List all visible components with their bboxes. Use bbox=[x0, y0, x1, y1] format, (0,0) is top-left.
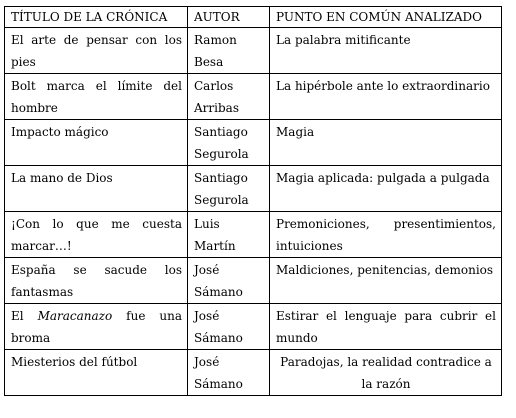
cell-author: José Sámano bbox=[188, 350, 270, 396]
cell-title: La mano de Dios bbox=[5, 166, 188, 212]
cell-title bbox=[5, 304, 188, 350]
cell-author: José Sámano bbox=[188, 258, 270, 304]
chronicles-table bbox=[4, 6, 502, 396]
table-row bbox=[5, 350, 502, 396]
cell-common-point: Magia bbox=[270, 120, 502, 166]
table-row bbox=[5, 28, 502, 74]
cell-author: José Sámano bbox=[188, 304, 270, 350]
table-row bbox=[5, 304, 502, 350]
cell-author: Santiago Segurola bbox=[188, 166, 270, 212]
table-row bbox=[5, 166, 502, 212]
cell-common-point: La hipérbole ante lo extraordinario bbox=[270, 74, 502, 120]
cell-title: ¡Con lo que me cuesta marcar…! bbox=[5, 212, 188, 258]
title-part: El bbox=[11, 309, 38, 323]
header-title: TÍTULO DE LA CRÓNICA bbox=[5, 7, 188, 28]
cell-title: España se sacude los fantasmas bbox=[5, 258, 188, 304]
cell-common-point: Premoniciones, presentimientos, intuiciones bbox=[270, 212, 502, 258]
cell-common-point: Estirar el lenguaje para cubrir el mundo bbox=[270, 304, 502, 350]
cell-common-point: Maldiciones, penitencias, demonios bbox=[270, 258, 502, 304]
header-row bbox=[5, 7, 502, 28]
table-row bbox=[5, 212, 502, 258]
header-author: AUTOR bbox=[188, 7, 270, 28]
title-italic-part: Maracanazo bbox=[37, 309, 113, 323]
cell-title: El arte de pensar con los pies bbox=[5, 28, 188, 74]
cell-title: Miesterios del fútbol bbox=[5, 350, 188, 396]
cell-common-point: Magia aplicada: pulgada a pulgada bbox=[270, 166, 502, 212]
cell-title: Impacto mágico bbox=[5, 120, 188, 166]
title-part: fue una broma bbox=[11, 309, 182, 345]
header-common-point: PUNTO EN COMÚN ANALIZADO bbox=[270, 7, 502, 28]
cell-common-point: Paradojas, la realidad contradice a la razón bbox=[270, 350, 502, 396]
table-row bbox=[5, 74, 502, 120]
cell-author: Carlos Arribas bbox=[188, 74, 270, 120]
cell-author: Santiago Segurola bbox=[188, 120, 270, 166]
table-row bbox=[5, 120, 502, 166]
table-row bbox=[5, 258, 502, 304]
cell-title: Bolt marca el límite del hombre bbox=[5, 74, 188, 120]
cell-author: Ramon Besa bbox=[188, 28, 270, 74]
cell-author: Luis Martín bbox=[188, 212, 270, 258]
cell-common-point: La palabra mitificante bbox=[270, 28, 502, 74]
